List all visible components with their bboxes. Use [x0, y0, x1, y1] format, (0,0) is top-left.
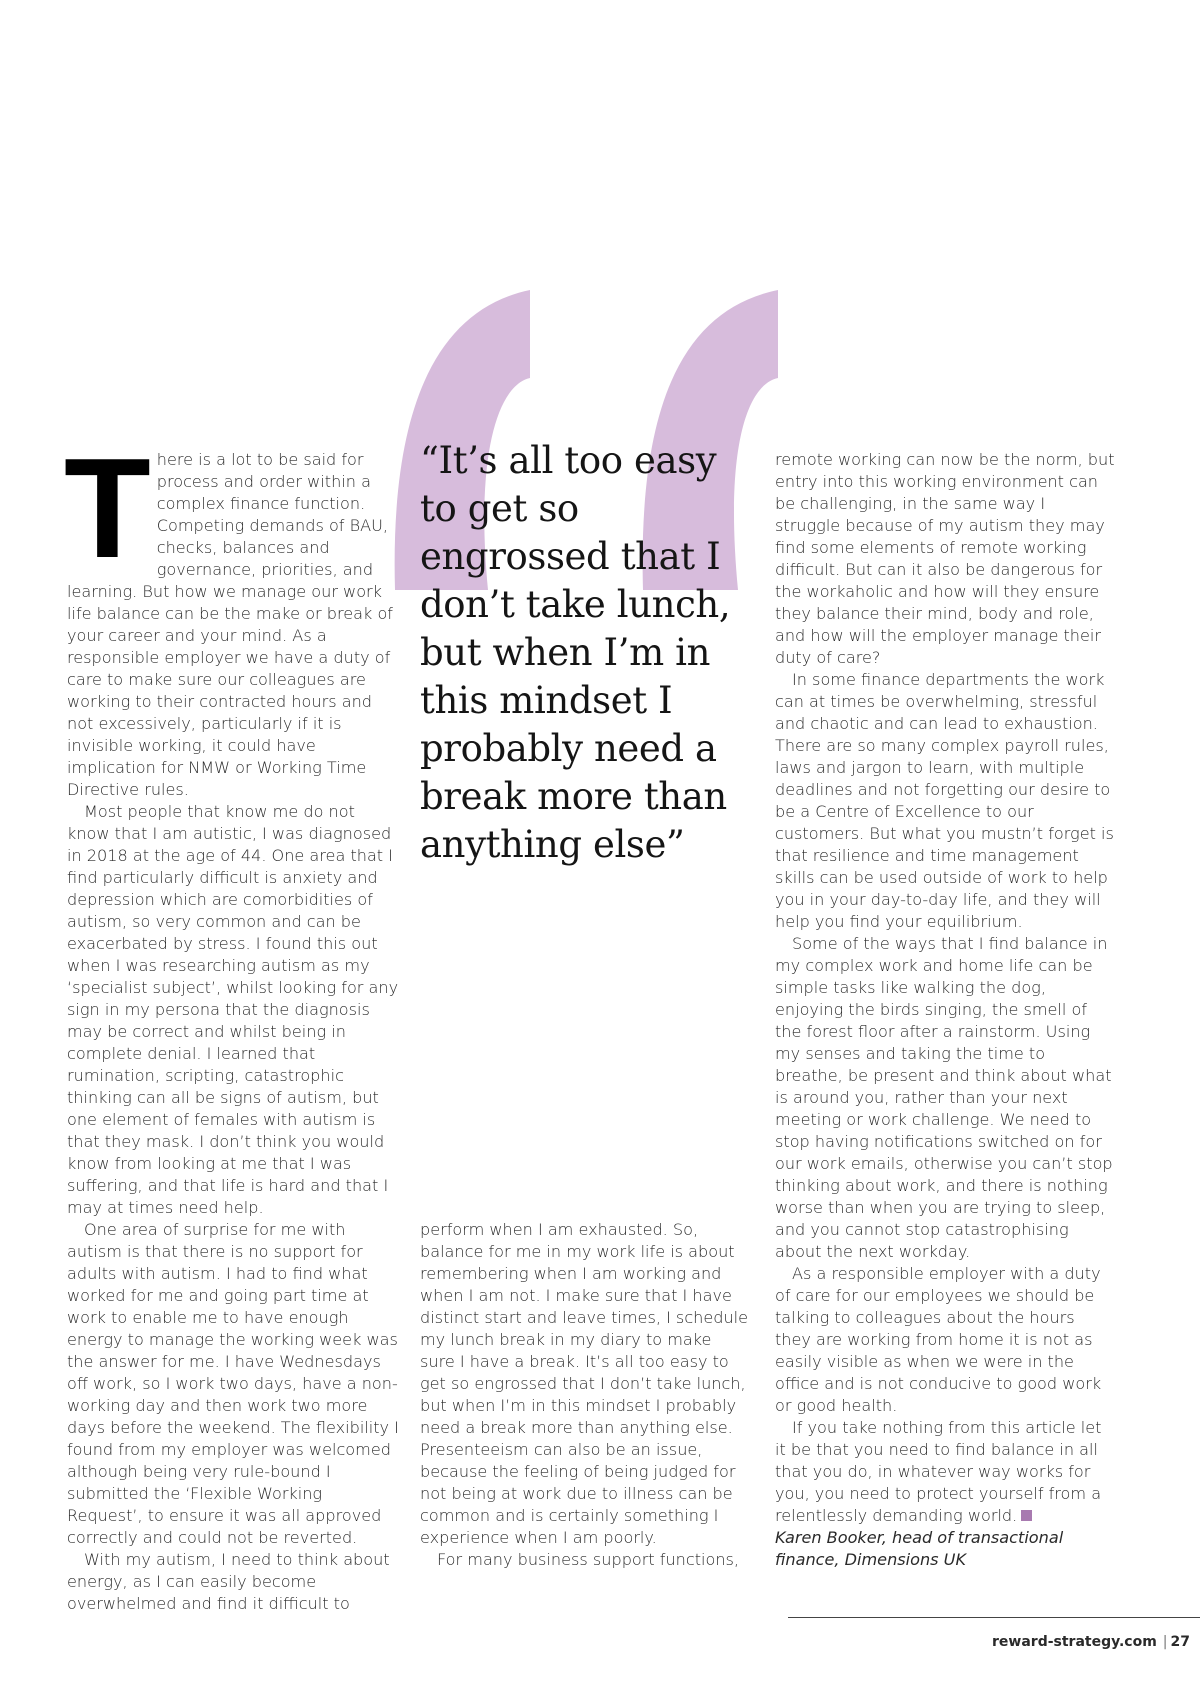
paragraph-remote-working: remote working can now be the norm, but entry into this working environment can be challenging, in the same way I struggle because of my autism they may find some elements of remote working difficult. But can it also be dangerous for the workaholic and how will they ensure they balance their mind, body and role, and how will the employer manage their duty of care? [775, 450, 1115, 667]
article-column-1 [64, 429, 400, 1615]
conclusion-text: If you take nothing from this article let it be that you need to find balance in all that you do, in whatever way works for you, you need to protect yourself from a relentlessly demanding world. [775, 1418, 1102, 1525]
signature-line-1: Karen Booker, head of transactional [775, 1528, 1064, 1547]
paragraph-duty-of-care: As a responsible employer with a duty of care for our employees we should be talking to colleagues about the hours they are working from home it is not as easily visible as when we were in the office and is not conducive to good work or good health. [775, 1264, 1102, 1415]
end-mark-square [1021, 1510, 1032, 1521]
paragraph-energy: With my autism, I need to think about energy, as I can easily become overwhelmed and find it difficult to [67, 1550, 390, 1613]
page-number: 27 [1170, 1634, 1190, 1650]
paragraph-conclusion [775, 1417, 1115, 1527]
paragraph-business-support: For many business support functions, [437, 1550, 740, 1569]
paragraph-finding-balance: Some of the ways that I find balance in my complex work and home life can be simple tasks like walking the dog, enjoying the birds singing, the smell of the forest floor after a rainstorm. Using my senses and taking the time to breathe, be present and think about what is around you, rather than your next meeting or work challenge. We need to stop having notifications switched on for our work emails, otherwise you can’t stop thinking about work, and there is nothing worse than when you are trying to sleep, and you cannot stop catastrophising about the next workday. [775, 934, 1113, 1261]
paragraph-balance: perform when I am exhausted. So, balance for me in my work life is about remembering when I am working and when I am not. I make sure that I have distinct start and leave times, I schedule my lunch break in my diary to make sure I have a break. It’s all too easy to get so engrossed that I don’t take lunch, but when I’m in this mindset I probably need a break more than anything else. Presenteeism can also be an issue, because the feeling of being judged for not being at work due to illness can be common and is certainly something I experience when I am poorly. [420, 1220, 749, 1547]
footer-rule [788, 1617, 1200, 1618]
paragraph-intro: here is a lot to be said for process and order within a complex finance function. Competing demands of BAU, checks, balances and governance, priorities, and learning. But how we manage our work life balance can be the make or break of your career and your mind. As a responsible employer we have a duty of care to make sure our colleagues are working to their contracted hours and not excessively, particularly if it is invisible working, it could have implication for NMW or Working Time Directive rules. [67, 450, 393, 799]
author-signature [775, 1527, 1115, 1571]
drop-cap: T [64, 429, 151, 588]
footer-separator: | [1162, 1634, 1168, 1650]
paragraph-support: One area of surprise for me with autism is that there is no support for adults with autism. I had to find what worked for me and going part time at work to enable me to have enough energy to manage the working week was the answer for me. I have Wednesdays off work, so I work two days, have a non-working day and then work two more days before the weekend. The flexibility I found from my employer was welcomed although being very rule-bound I submitted the ‘Flexible Working Request’, to ensure it was all approved correctly and could not be reverted. [67, 1220, 399, 1547]
signature-line-2: finance, Dimensions UK [775, 1550, 967, 1569]
page-footer [860, 1634, 1190, 1650]
article-column-2 [420, 1219, 750, 1571]
article-column-3 [775, 449, 1115, 1571]
paragraph-autism-diagnosis: Most people that know me do not know that I am autistic, I was diagnosed in 2018 at the age of 44. One area that I find particularly difficult is anxiety and depression which are comorbidities of autism, so very common and can be exacerbated by stress. I found this out when I was researching autism as my ‘specialist subject’, whilst looking for any sign in my persona that the diagnosis may be correct and whilst being in complete denial. I learned that rumination, scripting, catastrophic thinking can all be signs of autism, but one element of females with autism is that they mask. I don’t think you would know from looking at me that I was suffering, and that life is hard and that I may at times need help. [67, 802, 399, 1217]
paragraph-finance-departments: In some finance departments the work can at times be overwhelming, stressful and chaotic and can lead to exhaustion. There are so many complex payroll rules, laws and jargon to learn, with multiple deadlines and not forgetting our desire to be a Centre of Excellence to our customers. But what you mustn’t forget is that resilience and time management skills can be used outside of work to help you in your day-to-day life, and they will help you find your equilibrium. [775, 670, 1114, 931]
pull-quote: “It’s all too easy to get so engrossed that I don’t take lunch, but when I’m in this mindset I probably need a break more than anything else” [420, 439, 731, 866]
footer-site: reward-strategy.com [992, 1634, 1157, 1650]
